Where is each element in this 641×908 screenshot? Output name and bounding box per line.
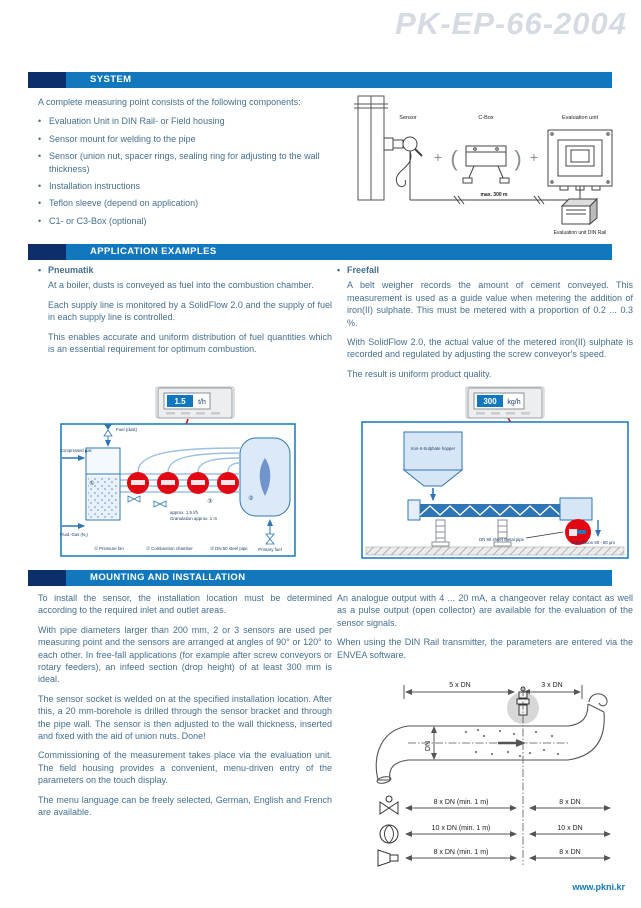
paragraph: The sensor socket is welded on at the specified installation location. After this, a 20 mm-borehole is drilled through the sensor bracket and through the pipe wall. The sensor is then adjusted to the wall thickness, inserted and fixed with the aid of union nuts. Done!	[38, 693, 332, 742]
paragraph: To install the sensor, the installation location must be determined according to the required inlet and outlet areas.	[38, 593, 332, 616]
freefall-diagram	[356, 386, 634, 561]
paragraph: Each supply line is monitored by a SolidFlow 2.0 and the supply of fuel in each supply line is controlled.	[48, 299, 332, 323]
document-code-watermark: PK-EP-66-2004	[395, 6, 627, 41]
freefall-heading: • Freefall	[337, 264, 633, 276]
combustion-chamber-drawing	[240, 438, 290, 516]
display-unit: kg/h	[507, 399, 521, 406]
paragraph: An analogue output with 4 ... 20 mA, a changeover relay contact as well as a pulse output (open collector) are available for the evaluation of the sensor signals.	[337, 593, 633, 628]
pneumatik-heading: • Pneumatik	[38, 264, 332, 276]
cbox-label: C-Box	[478, 115, 494, 121]
paragraph: With pipe diameters larger than 200 mm, 2 or 3 sensors are used per measuring point and the sensors are arranged at angles of 90° or 120° to each other. In free-fall applications (for example after screw conveyors or rotary feeders), an infeed section (drop height) of at least 300 mm is ideal.	[38, 624, 332, 685]
header-navy-block	[28, 570, 66, 586]
section-title-mounting: MOUNTING AND INSTALLATION	[66, 570, 612, 586]
valve-row	[380, 796, 610, 814]
list-item: • Sensor mount for welding to the pipe	[38, 133, 330, 145]
din-rail-label: Evaluation unit DIN Rail	[553, 230, 607, 236]
dim-5dn-label: 5 x DN	[449, 682, 471, 689]
compressed-gas-label: Compressed gas	[60, 448, 92, 453]
sensor-label: Sensor	[399, 115, 417, 121]
display-unit: t/h	[198, 399, 206, 406]
row-left-label: 8 x DN (min. 1 m)	[433, 849, 489, 856]
pipe-drawing	[354, 96, 388, 200]
primary-fuel-label: Primary fuel	[258, 547, 282, 552]
cbox-drawing	[463, 146, 509, 183]
dn-label: DN	[425, 740, 432, 752]
list-item: • Evaluation Unit in DIN Rail- or Field housing	[38, 115, 330, 127]
dim-3dn-label: 3 x DN	[541, 682, 563, 689]
paragraph: A belt weigher records the amount of cement conveyed. This measurement is used as a guide value when metering the addition of iron(II) sulphate. This must be metered with a proportion of 0.2 ... 0.3 %.	[347, 280, 633, 328]
flow-display	[466, 387, 544, 418]
flow-display	[156, 387, 234, 418]
plus-sign: +	[529, 149, 539, 165]
legend-steel-pipe: ③ DN 50 steel pipe	[210, 546, 248, 551]
paragraph: At a boiler, dusts is conveyed as fuel into the combustion chamber.	[48, 280, 314, 291]
approx-rate-label: approx. 1.5 t/h	[170, 510, 199, 515]
pneumatik-text-column	[38, 264, 332, 362]
list-item: • Installation instructions	[38, 180, 330, 192]
blower-row	[380, 825, 610, 843]
header-navy-block	[28, 244, 66, 260]
row-left-label: 8 x DN (min. 1 m)	[433, 799, 489, 806]
evaluation-unit-drawing	[548, 130, 612, 190]
list-item: • Teflon sleeve (depend on application)	[38, 197, 330, 209]
section-header-system	[28, 72, 612, 88]
mounting-right-column	[337, 592, 633, 668]
paragraph: Commissioning of the measurement takes place via the evaluation unit. The field housing provides a convenient, menu-driven entry of the parameters on the touch display.	[38, 750, 332, 786]
paragraph: With SolidFlow 2.0, the actual value of the metered iron(II) sulphate is recorded and regulated by adjusting the screw conveyor's speed.	[347, 337, 633, 360]
row-right-label: 8 x DN	[559, 849, 581, 856]
row-right-label: 10 x DN	[557, 825, 583, 832]
cable-length-label: max. 300 m	[480, 192, 508, 198]
section-title-applications: APPLICATION EXAMPLES	[66, 244, 612, 260]
s-pipe-drawing	[376, 694, 607, 785]
open-paren: (	[450, 146, 458, 171]
reducer-row	[378, 849, 610, 866]
legend-pressure-bin: ① Pressure bin	[94, 546, 124, 551]
list-item: • Sensor (union nut, spacer rings, sealing ring for adjusting to the wall thickness)	[38, 150, 330, 175]
system-components-diagram	[342, 88, 634, 240]
footer-website-link[interactable]: www.pkni.kr	[572, 882, 625, 892]
system-bullet-list	[38, 115, 330, 227]
close-paren: )	[514, 146, 522, 171]
system-text-column	[38, 96, 330, 232]
marker-1: ①	[89, 481, 95, 487]
pneumatik-paragraphs	[38, 279, 332, 355]
display-value: 1.5	[174, 397, 186, 406]
hopper-label: Iron-II-Sulphate hopper	[410, 446, 456, 451]
row-right-label: 8 x DN	[559, 799, 581, 806]
freefall-text-column	[337, 264, 633, 387]
row-left-label: 10 x DN (min. 1 m)	[431, 825, 491, 832]
sheet-metal-pipe-label: DN 80 sheet metal pipe	[479, 537, 524, 542]
display-value: 300	[483, 397, 497, 406]
system-intro: A complete measuring point consists of the following components:	[38, 97, 301, 107]
ground-hatch	[366, 547, 624, 555]
sensor-drawing	[384, 137, 422, 187]
paragraph: When using the DIN Rail transmitter, the parameters are entered via the ENVEA software.	[337, 637, 633, 660]
din-rail-unit-drawing	[562, 199, 597, 224]
section-header-applications	[28, 244, 612, 260]
header-navy-block	[28, 72, 66, 88]
section-title-system: SYSTEM	[66, 72, 612, 88]
paragraph: The result is uniform product quality.	[347, 368, 492, 379]
freefall-paragraphs	[337, 279, 633, 380]
legend-combustion-chamber: ② Combustion chamber	[146, 546, 193, 551]
plus-sign: +	[433, 149, 443, 165]
paragraph: The menu language can be freely selected, German, English and French are available.	[38, 794, 332, 818]
fluid-gas-label: Fluid.-Gas (N₂)	[60, 532, 88, 537]
marker-2: ②	[248, 496, 254, 502]
section-header-mounting	[28, 570, 612, 586]
paragraph: This enables accurate and uniform distribution of fuel quantities which is an essential requirement for optimum combustion.	[48, 331, 332, 355]
granulation-label: Granulation approx. 1 m	[170, 516, 218, 521]
pneumatik-diagram	[58, 386, 298, 561]
list-item: • C1- or C3-Box (optional)	[38, 215, 330, 227]
mounting-left-column	[38, 592, 332, 826]
installation-dimensions-diagram	[368, 668, 628, 868]
marker-3: ③	[207, 499, 213, 505]
flow-arrow	[498, 739, 526, 747]
fuel-dust-label: Fuel (dust)	[116, 427, 137, 432]
granulation-label: Granulation 60 - 80 µm	[570, 540, 616, 545]
evaluation-unit-label: Evaluation unit	[561, 115, 599, 121]
